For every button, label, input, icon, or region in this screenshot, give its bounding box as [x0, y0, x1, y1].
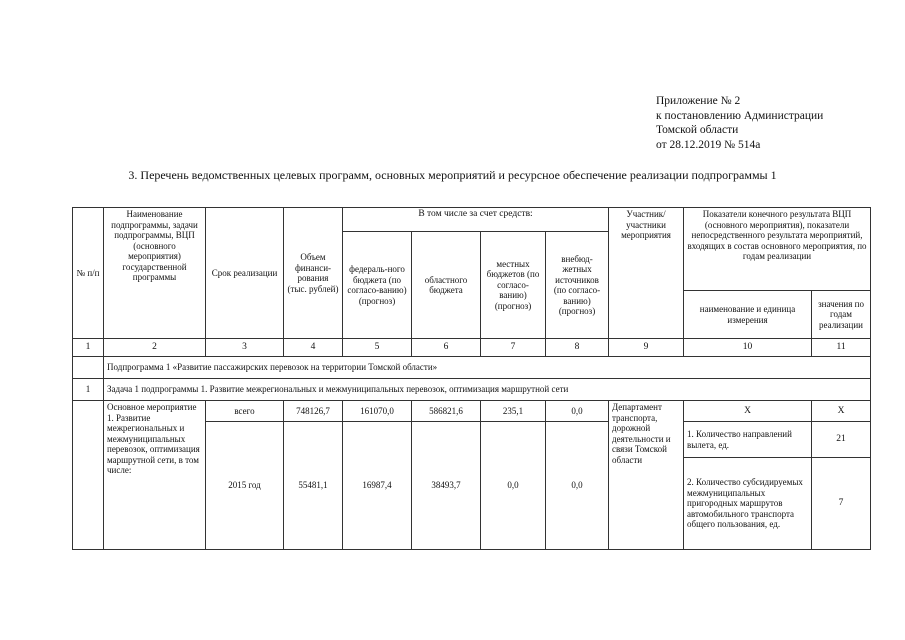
column-number: 4: [284, 339, 343, 357]
indicator-value-cell: X: [812, 401, 871, 422]
header-volume: Объем финанси-рования (тыс. рублей): [284, 208, 343, 339]
subprogram-title: Подпрограмма 1 «Развитие пассажирских перевозок на территории Томской области»: [104, 357, 871, 379]
header-term: Срок реализации: [206, 208, 284, 339]
extra-cell: 0,0: [546, 401, 609, 422]
header-indicator-name: наименование и единица измерения: [684, 291, 812, 339]
header-extra: внебюд-жетных источников (по согласо-ванию) (прогноз): [546, 232, 609, 339]
appendix-line: от 28.12.2019 № 514а: [656, 138, 761, 151]
column-number: 3: [206, 339, 284, 357]
task-number: 1: [73, 379, 104, 401]
appendix-line: к постановлению Администрации: [656, 109, 824, 122]
indicator-name-cell: 1. Количество направлений вылета, ед.: [684, 422, 812, 458]
extra-cell: 0,0: [546, 422, 609, 550]
header-regional: областного бюджета: [412, 232, 481, 339]
column-number: 2: [104, 339, 206, 357]
column-number: 7: [481, 339, 546, 357]
regional-cell: 586821,6: [412, 401, 481, 422]
header-federal: федераль-ного бюджета (по согласо-ванию) (прогноз): [343, 232, 412, 339]
activity-name: Основное мероприятие 1. Развитие межрегиональных и межмуниципальных перевозок, оптимизация маршрутной сети, в том числе:: [104, 401, 206, 550]
header-including: В том числе за счет средств:: [343, 208, 609, 232]
local-cell: 0,0: [481, 422, 546, 550]
header-local: местных бюджетов (по согласо-ванию) (прогноз): [481, 232, 546, 339]
volume-cell: 55481,1: [284, 422, 343, 550]
column-number: 11: [812, 339, 871, 357]
appendix-block: [656, 94, 823, 152]
header-indicators: Показатели конечного результата ВЦП (основного мероприятия), показатели непосредственного результата мероприятий, входящих в состав основного мероприятия, по годам реализации: [684, 208, 871, 291]
column-number: 1: [73, 339, 104, 357]
participant-cell: Департамент транспорта, дорожной деятельности и связи Томской области: [609, 401, 684, 550]
indicator-value-cell: 7: [812, 458, 871, 550]
header-participant: Участник/ участники мероприятия: [609, 208, 684, 339]
appendix-line: Томской области: [656, 124, 739, 136]
indicator-name-cell: X: [684, 401, 812, 422]
regional-cell: 38493,7: [412, 422, 481, 550]
column-number: 9: [609, 339, 684, 357]
column-number: 6: [412, 339, 481, 357]
header-indicator-values: значения по годам реализации: [812, 291, 871, 339]
program-table: [72, 207, 871, 550]
term-cell: 2015 год: [206, 422, 284, 550]
volume-cell: 748126,7: [284, 401, 343, 422]
task-title: Задача 1 подпрограммы 1. Развитие межрегиональных и межмуниципальных перевозок, оптимизация маршрутной сети: [104, 379, 871, 401]
federal-cell: 16987,4: [343, 422, 412, 550]
document-title: 3. Перечень ведомственных целевых программ, основных мероприятий и ресурсное обеспечение реализации подпрограммы 1: [128, 168, 777, 182]
term-cell: всего: [206, 401, 284, 422]
federal-cell: 161070,0: [343, 401, 412, 422]
indicator-name-cell: 2. Количество субсидируемых межмуниципальных пригородных маршрутов автомобильного транспорта общего пользования, ед.: [684, 458, 812, 550]
local-cell: 235,1: [481, 401, 546, 422]
indicator-value-cell: 21: [812, 422, 871, 458]
column-number: 5: [343, 339, 412, 357]
column-number: 8: [546, 339, 609, 357]
header-num: № п/п: [73, 208, 104, 339]
column-number: 10: [684, 339, 812, 357]
appendix-line: Приложение № 2: [656, 95, 741, 107]
header-name: Наименование подпрограммы, задачи подпрограммы, ВЦП (основного мероприятия) государственной программы: [104, 208, 206, 339]
